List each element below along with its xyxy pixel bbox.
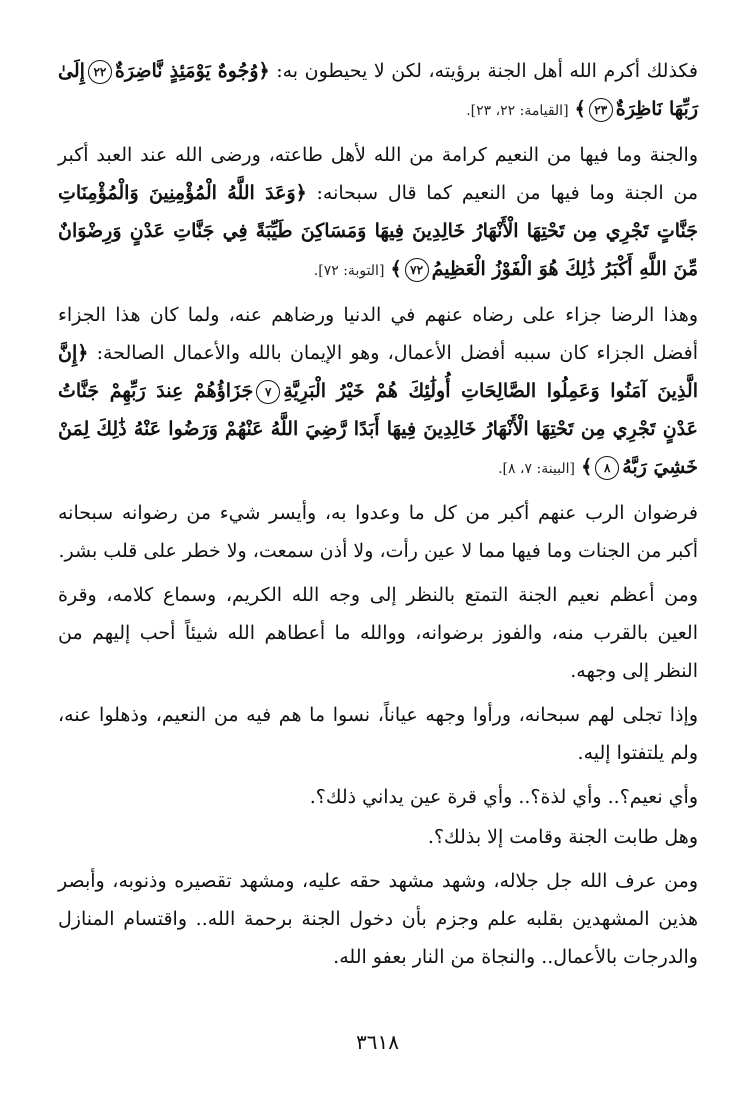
paragraph-text: وهل طابت الجنة وقامت إلا بذلك؟. xyxy=(427,826,698,848)
verse-number: ٢٣ xyxy=(589,98,613,122)
paragraph-1 xyxy=(58,52,698,130)
paragraph-8 xyxy=(58,818,698,856)
verse-reference: [التوبة: ٧٢]. xyxy=(313,263,385,279)
page-number: ٣٦١٨ xyxy=(356,1030,399,1054)
verse-open-bracket: ﴿ xyxy=(295,182,307,204)
paragraph-text: ومن أعظم نعيم الجنة التمتع بالنظر إلى وجه الله الكريم، وسماع كلامه، وقرة العين بالقرب منه، والفوز برضوانه، ووالله ما أعطاهم الله شيئاً أحب إليهم من النظر إلى وجهه. xyxy=(58,584,698,682)
verse-open-bracket: ﴿ xyxy=(77,342,89,364)
paragraph-text: وإذا تجلى لهم سبحانه، ورأوا وجهه عياناً، نسوا ما هم فيه من النعيم، وذهلوا عنه، ولم يلتفتوا إليه. xyxy=(58,704,698,764)
verse-open-bracket: ﴿ xyxy=(258,60,270,82)
paragraph-7 xyxy=(58,778,698,816)
quran-verse: جَزَاؤُهُمْ عِندَ رَبِّهِمْ جَنَّاتُ عَدْنٍ تَجْرِي مِن تَحْتِهَا الْأَنْهَارُ خَالِدِينَ فِيهَا أَبَدًا رَّضِيَ اللَّهُ عَنْهُمْ وَرَضُوا عَنْهُ ذَٰلِكَ لِمَنْ خَشِيَ رَبَّهُ xyxy=(58,380,698,478)
verse-number: ٧٢ xyxy=(405,258,429,282)
quran-verse: وُجُوهٌ يَوْمَئِذٍ نَّاضِرَةٌ xyxy=(114,60,259,82)
verse-reference: [البينة: ٧، ٨]. xyxy=(498,461,576,477)
verse-close-bracket: ﴾ xyxy=(574,98,586,120)
quran-verse: إِلَىٰ رَبِّهَا نَاظِرَةٌ xyxy=(58,60,698,120)
paragraph-text: ومن عرف الله جل جلاله، وشهد مشهد حقه عليه، ومشهد تقصيره وذنوبه، وأبصر هذين المشهدين بقلبه علم وجزم بأن دخول الجنة برحمة الله.. واقتسام المنازل والدرجات بالأعمال.. والنجاة من النار بعفو الله. xyxy=(58,870,698,968)
verse-close-bracket: ﴾ xyxy=(581,456,593,478)
quran-verse: إِنَّ الَّذِينَ آمَنُوا وَعَمِلُوا الصَّالِحَاتِ أُولَٰئِكَ هُمْ خَيْرُ الْبَرِيَّةِ xyxy=(58,342,698,402)
verse-number: ٢٢ xyxy=(88,60,112,84)
paragraph-text: والجنة وما فيها من النعيم كرامة من الله لأهل طاعته، ورضى الله عند العبد أكبر من الجنة وما فيها من النعيم كما قال سبحانه: xyxy=(58,144,698,204)
paragraph-text: وأي نعيم؟.. وأي لذة؟.. وأي قرة عين يداني ذلك؟. xyxy=(309,786,698,808)
paragraph-3 xyxy=(58,296,698,488)
paragraph-2 xyxy=(58,136,698,290)
paragraph-text: فكذلك أكرم الله أهل الجنة برؤيته، لكن لا يحيطون به: xyxy=(269,60,698,82)
paragraph-4 xyxy=(58,494,698,570)
page-body xyxy=(58,52,698,982)
quran-verse: وَعَدَ اللَّهُ الْمُؤْمِنِينَ وَالْمُؤْمِنَاتِ جَنَّاتٍ تَجْرِي مِن تَحْتِهَا الْأَنْهَارُ خَالِدِينَ فِيهَا وَمَسَاكِنَ طَيِّبَةً فِي جَنَّاتِ عَدْنٍ وَرِضْوَانٌ مِّنَ اللَّهِ أَكْبَرُ ذَٰلِكَ هُوَ الْفَوْزُ الْعَظِيمُ xyxy=(58,182,698,280)
paragraph-5 xyxy=(58,576,698,690)
paragraph-6 xyxy=(58,696,698,772)
paragraph-text: فرضوان الرب عنهم أكبر من كل ما وعدوا به، وأيسر شيء من رضوانه سبحانه أكبر من الجنات وما فيها مما لا عين رأت، ولا أذن سمعت، ولا خطر على قلب بشر. xyxy=(58,502,698,562)
verse-reference: [القيامة: ٢٢، ٢٣]. xyxy=(466,103,569,119)
paragraph-9 xyxy=(58,862,698,976)
verse-number: ٧ xyxy=(256,380,280,404)
verse-number: ٨ xyxy=(595,456,619,480)
paragraph-text: وهذا الرضا جزاء على رضاه عنهم في الدنيا ورضاهم عنه، ولما كان هذا الجزاء أفضل الجزاء كان سببه أفضل الأعمال، وهو الإيمان بالله والأعمال الصالحة: xyxy=(58,304,698,364)
verse-close-bracket: ﴾ xyxy=(390,258,402,280)
